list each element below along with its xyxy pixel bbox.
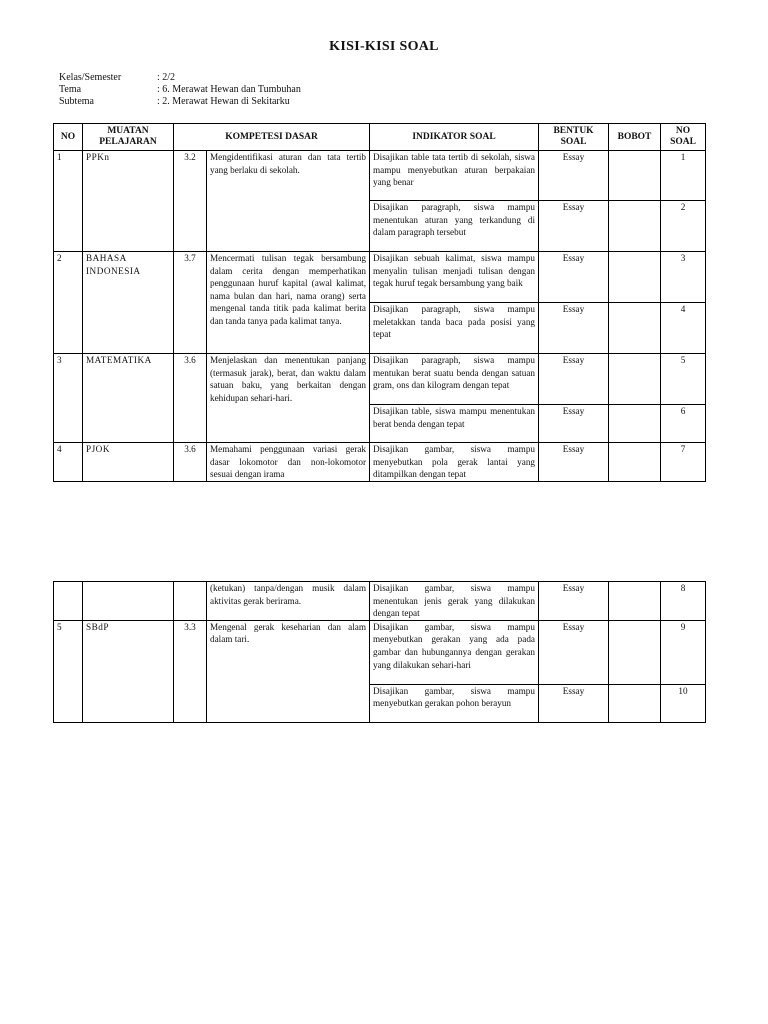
no-soal-cell: 5 — [661, 354, 706, 405]
table-row — [54, 620, 706, 684]
kd-text: Mengidentifikasi aturan dan tata tertib yang berlaku di sekolah. — [207, 151, 370, 252]
bobot-cell — [609, 252, 661, 303]
muatan-cell: PJOK — [83, 443, 174, 482]
bobot-cell — [609, 201, 661, 252]
header-indikator: INDIKATOR SOAL — [370, 124, 539, 151]
kd-text: Mencermati tulisan tegak bersambung dalam cerita dengan memperhatikan penggunaan huruf kapital (awal kalimat, nama bulan dan hari, nama orang) serta mengenal tanda titik pada kalimat berita dan tanda tanya pada kalimat tanya. — [207, 252, 370, 354]
header-no-soal: NO SOAL — [661, 124, 706, 151]
kd-number: 3.3 — [174, 620, 207, 722]
table-header-row — [54, 124, 706, 151]
header-bobot: BOBOT — [609, 124, 661, 151]
table-row — [54, 443, 706, 482]
no-soal-cell: 4 — [661, 303, 706, 354]
muatan-cell: BAHASA INDONESIA — [83, 252, 174, 354]
indikator-cell: Disajikan table, siswa mampu menentukan berat benda dengan tepat — [370, 405, 539, 443]
indikator-cell: Disajikan paragraph, siswa mampu meletakkan tanda baca pada posisi yang tepat — [370, 303, 539, 354]
kd-text: (ketukan) tanpa/dengan musik dalam aktivitas gerak berirama. — [207, 582, 370, 621]
meta-value: : 2. Merawat Hewan di Sekitarku — [157, 96, 290, 107]
meta-value: : 6. Merawat Hewan dan Tumbuhan — [157, 84, 301, 95]
document-meta — [59, 72, 301, 108]
kisi-kisi-table — [53, 123, 706, 482]
row-number: 1 — [54, 151, 83, 252]
indikator-cell: Disajikan gambar, siswa mampu menyebutkan pola gerak lantai yang ditampilkan dengan tepat — [370, 443, 539, 482]
indikator-cell: Disajikan gambar, siswa mampu menyebutkan gerakan yang ada pada gambar dan hubungannya dengan gerakan yang dilakukan sehari-hari — [370, 620, 539, 684]
no-soal-cell: 7 — [661, 443, 706, 482]
indikator-cell: Disajikan gambar, siswa mampu menyebutkan gerakan pohon berayun — [370, 684, 539, 722]
kd-number: 3.6 — [174, 354, 207, 443]
table-row — [54, 151, 706, 201]
kd-text: Mengenal gerak keseharian dan alam dalam tari. — [207, 620, 370, 722]
indikator-cell: Disajikan table tata tertib di sekolah, siswa mampu menyebutkan aturan berpakaian yang benar — [370, 151, 539, 201]
meta-row-tema — [59, 84, 301, 96]
bentuk-cell: Essay — [539, 620, 609, 684]
kd-number: 3.6 — [174, 443, 207, 482]
bobot-cell — [609, 582, 661, 621]
header-kompetensi-dasar: KOMPETESI DASAR — [174, 124, 370, 151]
indikator-cell: Disajikan gambar, siswa mampu menentukan jenis gerak yang dilakukan dengan tepat — [370, 582, 539, 621]
bobot-cell — [609, 151, 661, 201]
bobot-cell — [609, 684, 661, 722]
row-number — [54, 582, 83, 621]
muatan-cell: PPKn — [83, 151, 174, 252]
row-number: 4 — [54, 443, 83, 482]
meta-key: Kelas/Semester — [59, 72, 122, 83]
meta-row-subtema — [59, 96, 301, 108]
row-number: 5 — [54, 620, 83, 722]
no-soal-cell: 1 — [661, 151, 706, 201]
bentuk-cell: Essay — [539, 405, 609, 443]
no-soal-cell: 10 — [661, 684, 706, 722]
bobot-cell — [609, 303, 661, 354]
bobot-cell — [609, 354, 661, 405]
bobot-cell — [609, 405, 661, 443]
table-row — [54, 252, 706, 303]
indikator-cell: Disajikan sebuah kalimat, siswa mampu menyalin tulisan menjadi tulisan dengan tegak huruf tegak bersambung yang baik — [370, 252, 539, 303]
no-soal-cell: 8 — [661, 582, 706, 621]
indikator-cell: Disajikan paragraph, siswa mampu menentukan aturan yang terkandung di dalam paragraph tersebut — [370, 201, 539, 252]
kd-text: Menjelaskan dan menentukan panjang (termasuk jarak), berat, dan waktu dalam satuan baku, yang berkaitan dengan kehidupan sehari-hari. — [207, 354, 370, 443]
kd-number: 3.7 — [174, 252, 207, 354]
no-soal-cell: 3 — [661, 252, 706, 303]
table-row — [54, 582, 706, 621]
page-title: KISI-KISI SOAL — [329, 39, 439, 54]
indikator-cell: Disajikan paragraph, siswa mampu mentukan berat suatu benda dengan satuan gram, ons dan kilogram dengan tepat — [370, 354, 539, 405]
row-number: 3 — [54, 354, 83, 443]
meta-key: Subtema — [59, 96, 94, 107]
row-number: 2 — [54, 252, 83, 354]
no-soal-cell: 9 — [661, 620, 706, 684]
bobot-cell — [609, 620, 661, 684]
bentuk-cell: Essay — [539, 684, 609, 722]
bentuk-cell: Essay — [539, 201, 609, 252]
muatan-cell: SBdP — [83, 620, 174, 722]
kisi-kisi-table-continued — [53, 581, 706, 723]
bobot-cell — [609, 443, 661, 482]
bentuk-cell: Essay — [539, 303, 609, 354]
kd-text: Memahami penggunaan variasi gerak dasar lokomotor dan non-lokomotor sesuai dengan irama — [207, 443, 370, 482]
muatan-cell — [83, 582, 174, 621]
meta-row-kelas — [59, 72, 301, 84]
bentuk-cell: Essay — [539, 354, 609, 405]
header-muatan: MUATAN PELAJARAN — [83, 124, 174, 151]
bentuk-cell: Essay — [539, 151, 609, 201]
no-soal-cell: 6 — [661, 405, 706, 443]
kd-number: 3.2 — [174, 151, 207, 252]
bentuk-cell: Essay — [539, 582, 609, 621]
no-soal-cell: 2 — [661, 201, 706, 252]
meta-value: : 2/2 — [157, 72, 176, 83]
meta-key: Tema — [59, 84, 82, 95]
kd-number — [174, 582, 207, 621]
bentuk-cell: Essay — [539, 252, 609, 303]
header-no: NO — [54, 124, 83, 151]
header-bentuk-soal: BENTUK SOAL — [539, 124, 609, 151]
muatan-cell: MATEMATIKA — [83, 354, 174, 443]
bentuk-cell: Essay — [539, 443, 609, 482]
table-row — [54, 354, 706, 405]
